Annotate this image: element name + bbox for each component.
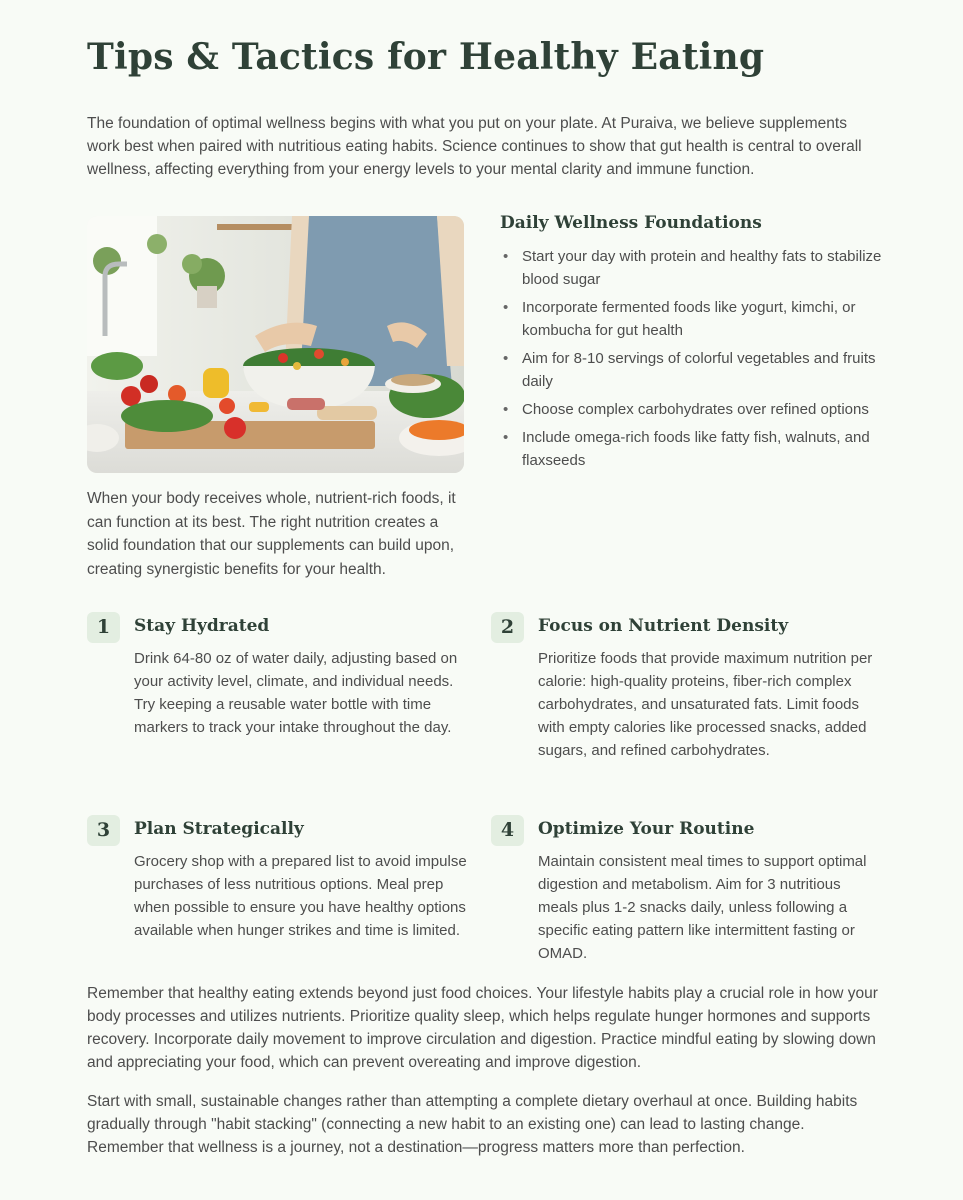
tip-number-badge: 1 (87, 612, 120, 643)
tip-number-badge: 2 (491, 612, 524, 643)
list-item: • Incorporate fermented foods like yogurt, kimchi, or kombucha for gut health (500, 296, 885, 342)
tip-text: Grocery shop with a prepared list to avoid impulse purchases of less nutritious options. Meal prep when possible to ensure you have healthy options available when hunger strikes and time is limited. (134, 853, 467, 939)
foundations-list (500, 245, 885, 472)
page-title: Tips & Tactics for Healthy Eating (87, 36, 765, 78)
nutrition-paragraph: When your body receives whole, nutrient-rich foods, it can function at its best. The right nutrition creates a solid foundation that our supplements can build upon, creating synergistic benefits for your health. (87, 490, 456, 578)
tip-title: Focus on Nutrient Density (538, 616, 789, 636)
daily-wellness-foundations (500, 213, 885, 477)
list-item: • Include omega-rich foods like fatty fish, walnuts, and flaxseeds (500, 426, 885, 472)
closing-paragraph-habits: Start with small, sustainable changes rather than attempting a complete dietary overhaul at once. Building habits gradually through "habit stacking" (connecting a new habit to an existing one) can lead to lasting change. Remember that wellness is a journey, not a destination—progress matters more than perfection. (87, 1093, 858, 1156)
hero-illustration (87, 216, 464, 473)
tip-title: Stay Hydrated (134, 616, 270, 636)
tip-title: Optimize Your Routine (538, 819, 755, 839)
hero-image-kitchen-salad (87, 216, 464, 473)
tip-title: Plan Strategically (134, 819, 304, 839)
closing-paragraph-lifestyle: Remember that healthy eating extends beyond just food choices. Your lifestyle habits play a crucial role in how your body processes and utilizes nutrients. Prioritize quality sleep, which helps regulate hunger hormones and supports recovery. Incorporate daily movement to improve circulation and digestion. Practice mindful eating by slowing down and appreciating your food, which can prevent overeating and improve digestion. (87, 985, 878, 1071)
foundations-heading: Daily Wellness Foundations (500, 213, 762, 233)
tip-number-badge: 3 (87, 815, 120, 846)
tip-text: Prioritize foods that provide maximum nutrition per calorie: high-quality proteins, fiber-rich complex carbohydrates, and unsaturated fats. Limit foods with empty calories like processed snacks, added sugars, and refined carbohydrates. (538, 650, 873, 759)
tip-text: Drink 64-80 oz of water daily, adjusting based on your activity level, climate, and individual needs. Try keeping a reusable water bottle with time markers to track your intake throughout the day. (134, 650, 458, 736)
tip-number-badge: 4 (491, 815, 524, 846)
intro-paragraph: The foundation of optimal wellness begins with what you put on your plate. At Puraiva, we believe supplements work best when paired with nutritious eating habits. Science continues to show that gut health is central to overall wellness, affecting everything from your energy levels to your mental clarity and immune function. (87, 115, 862, 178)
list-item: • Aim for 8-10 servings of colorful vegetables and fruits daily (500, 347, 885, 393)
tip-text: Maintain consistent meal times to support optimal digestion and metabolism. Aim for 3 nutritious meals plus 1-2 snacks daily, unless following a specific eating pattern like intermittent fasting or OMAD. (538, 853, 867, 962)
list-item: • Start your day with protein and healthy fats to stabilize blood sugar (500, 245, 885, 291)
list-item: • Choose complex carbohydrates over refined options (500, 398, 885, 421)
